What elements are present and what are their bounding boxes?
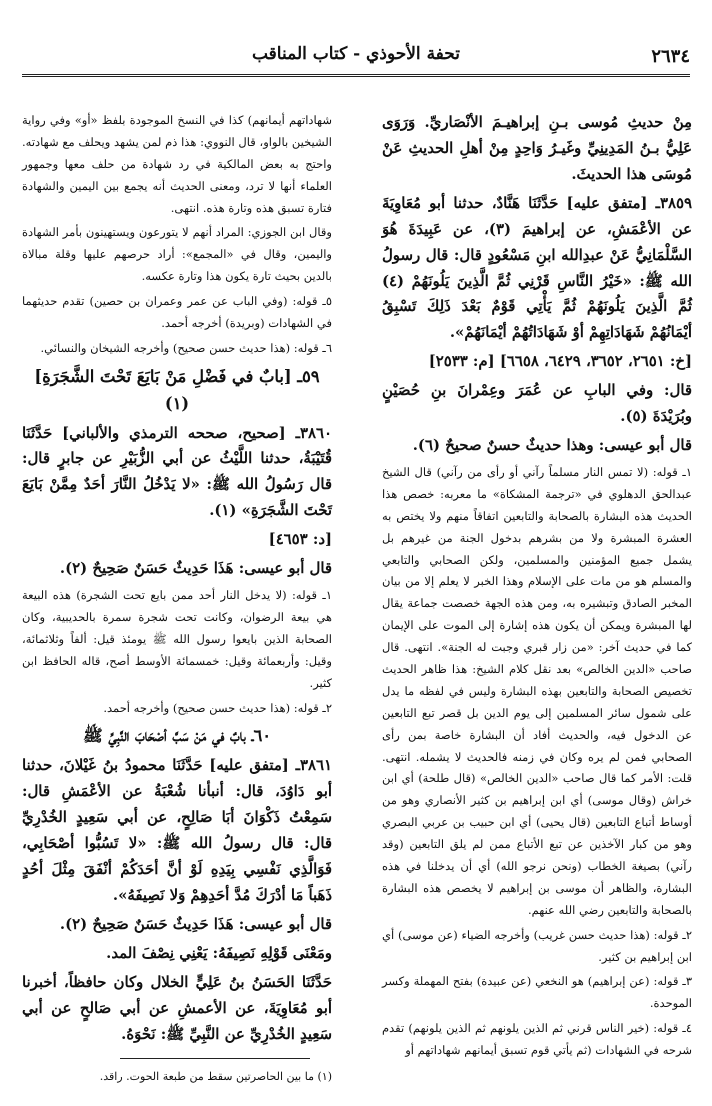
right-column-paragraph: ٣ـ قوله: (عن إبراهيم) هو النخعي (عن عبيدة) بفتح المهملة وكسر الموحدة.	[382, 974, 692, 1011]
left-column-paragraph: ٦ـ قوله: (هذا حديث حسن صحيح) وأخرجه الشيخان والنسائي.	[40, 340, 332, 355]
right-column-paragraph: قال أبو عيسى: وهذا حديثٌ حسنٌ صحيحٌ (٦).	[412, 436, 692, 455]
running-title: تحفة الأحوذي - كتاب المناقب	[251, 44, 460, 64]
left-column-paragraph: ومَعْنَى قَوْلِهِ نَصِيفَهُ: يَعْنِي نِصْفَ المد.	[106, 943, 332, 962]
left-column-paragraph: وقال ابن الجوزي: المراد أنهم لا يتورعون ويستهينون بأمر الشهادة واليمين، وقال في «المجمع»: أراد حرصهم عليها وقلة مبالاة بالدين بحيث تارة يكون هذا وتارة عكسه.	[22, 225, 332, 284]
left-column-paragraph: قال أبو عيسى: هَذَا حَدِيثٌ حَسَنٌ صَحِيحٌ (٢).	[59, 914, 332, 933]
left-column-paragraph: قال أبو عيسى: هَذَا حَدِيثٌ حَسَنٌ صَحِيحٌ (٢).	[59, 559, 332, 578]
left-column-paragraph: ٥ـ قوله: (وفي الباب عن عمر وعمران بن حصين) تقدم حديثهما في الشهادات (وبريدة) أخرجه أحمد.	[22, 294, 332, 331]
right-column-paragraph: قال: وفي البابِ عن عُمَرَ وعِمْرانَ بنِ حُصَيْنٍ وبُرَيْدَةَ (٥).	[382, 381, 692, 426]
right-column-paragraph: [خ: ٢٦٥١، ٣٦٥٢، ٦٤٢٩، ٦٦٥٨] [م: ٢٥٣٣]	[428, 352, 692, 371]
left-column-paragraph: ٥٩ـ [بابٌ في فَضْلِ مَنْ بَايَعَ تَحْتَ الشَّجَرَةِ] (١)	[34, 366, 320, 413]
page-number: ٢٦٣٤	[651, 46, 690, 67]
page-header	[22, 44, 690, 77]
left-column-paragraph: ١ـ قوله: (لا يدخل النار أحد ممن بايع تحت الشجرة) هذه البيعة هي بيعة الرضوان، وكانت تحت شجرة سمرة بالحديبية، وكان الصحابة الذين بايعوا رسول الله ﷺ يومئذ قيل: ألفاً وثلاثمائة، وقيل: وأربعمائة وقيل: خمسمائة الأوسط أصح، قاله الحافظ ابن كثير.	[22, 588, 332, 690]
right-column-paragraph: ٢ـ قوله: (هذا حديث حسن غريب) وأخرجه الضياء (عن موسى) أي ابن إبراهيم بن كثير.	[382, 927, 692, 964]
footnote: (١) ما بين الحاصرتين سقط من طبعة الحوت. راقد.	[99, 1070, 332, 1083]
left-column-paragraph: حَدَّثَنَا الحَسَنُ بنُ عَلِيٍّ الخلال وكان حافظاً، أخبرنا أبو مُعَاوِيَةَ، عن الأعمشِ عن أبي صَالحٍ عن أبي سَعِيدٍ الخُدْرِيِّ عن النَّبِيِّ ﷺ: نَحْوَهُ.	[22, 972, 332, 1043]
right-column-paragraph: ٣٨٥٩ـ [متفق عليه] حَدَّثَنَا هَنَّادٌ، حدثنا أبو مُعَاوِيَةَ عن الأعْمَشِ، عن إبراهيمَ (٣)، عن عَبِيدَةَ هُوَ السَّلْمَانِيُّ عَنْ عبدِالله ابنِ مَسْعُودٍ قال: قال رسولُ الله ﷺ: «خَيْرُ النَّاسِ قَرْنِي ثُمَّ الَّذِينَ يَلُونَهُمْ (٤) ثُمَّ الَّذِينَ يَلُونَهُمْ ثُمَّ يَأْتِي قَوْمٌ بَعْدَ ذَلِكَ تَسْبِقُ أيْمَانُهُمْ شَهَادَاتِهِمْ أوْ شَهَادَاتُهُمْ أيْمَانَهُمْ».	[382, 193, 692, 342]
footnote-rule	[120, 1058, 310, 1059]
left-column-paragraph: ٢ـ قوله: (هذا حديث حسن صحيح) وأخرجه أحمد.	[103, 700, 332, 715]
left-column-paragraph: شهاداتهم أيمانهم) كذا في النسخ الموجودة بلفظ «أو» وفي رواية الشيخين بالواو، قال النووي: هذا ذم لمن يشهد ويحلف مع شهادته. واحتج به بعض المالكية في رد شهادة من حلف معها وجمهور العلماء أنها لا ترد، ومعنى الحديث أنه يجمع بين اليمين والشهادة فتارة تسبق هذه وتارة هذه. انتهى.	[22, 113, 332, 215]
left-column-paragraph: ٣٨٦٠ـ [صحيح، صححه الترمذي والألباني] حَدَّثَنَا قُتَيْبَةُ، حدثنا اللَّيْثُ عن أبي الزُّبَيْرِ عن جابرٍ قال: قال رَسُولُ الله ﷺ: «لا يَدْخُلُ النَّارَ أحَدٌ مِمَّنْ بَايَعَ تَحْتَ الشَّجَرَةِ» (١).	[22, 423, 332, 520]
right-column-paragraph: ٤ـ قوله: (خير الناس قرني ثم الذين يلونهم ثم الذين يلونهم) تقدم شرحه في الشهادات (ثم يأتي قوم تسبق أيمانهم شهاداتهم أو	[382, 1021, 692, 1058]
right-column-paragraph: مِنْ حديثِ مُوسى بـنِ إبراهيـمَ الأنْصَاريِّ. وَرَوَى عَلِيُّ بـنُ المَدِينِيِّ وغَيـرُ وَاحِدٍ مِنْ أهلِ الحديثِ عَنْ مُوسَى هذا الحديثَ.	[382, 113, 692, 183]
left-column-paragraph: ٦٠ـ بابٌ في مَنْ سَبَّ أصْحَابَ النَّبِيِّ ﷺ	[82, 726, 272, 746]
right-column-paragraph: ١ـ قوله: (لا تمس النار مسلماً رآني أو رأى من رآني) قال الشيخ عبدالحق الدهلوي في «ترجمة المشكاة» ما معربه: خصص هذا الحديث هذه البشارة بالصحابة والتابعين اتفاقاً منهم ولا يختص به العشرة المبشرة ولا من بشرهم بدخول الجنة من غيرهم بل يشمل جميع المؤمنين والمسلمين، ولكن الصحابي والتابعي والمسلم هو من مات على الإسلام وهذا الخبر لا يعلم إلا من بيان المخبر الصادق وتبشيره به، ومن هذه الجهة خصصت جماعة يقال لها المبشرة ويمكن أن يكون هذه إشارة إلى الموت على الإيمان كما في حديث آخر: «من زار قبري وجبت له الجنة». انتهى. قال صاحب «الدين الخالص» بعد نقل كلام الشيخ: هذا ظاهر الحديث تخصيص الصحابة والتابعين بهذه البشارة وليس في لفظه ما يدل على شمول سائر المسلمين إلى يوم الدين بل قصر تبع التابعين عن الدخول فيه، والحديث أفاد أن البشارة خاصة بمن رأى الصحابي فمن لم يره وكان في زمنه فالحديث لا يشمله. انتهى. قلت: الأمر كما قال صاحب «الدين الخالص» (قال طلحة) أي ابن خراش (وقال موسى) أي ابن إبراهيم بن كثير الأنصاري وهو من أوساط أتباع التابعين (قال يحيى) أي ابن حبيب بن عربي البصري وهو من كبار الآخذين عن تبع الأتباع ممن لم يلق التابعين (وقد رآني) بصيغة الخطاب (ونحن نرجو الله) أي أن يدخلنا في هذه البشارة، والظاهر أن موسى بن إبراهيم لا يخصص هذه البشارة بالصحابة والتابعين رضي الله عنهم.	[382, 464, 692, 917]
left-column-paragraph: [د: ٤٦٥٣]	[268, 530, 332, 549]
right-column	[382, 110, 692, 1065]
left-column	[22, 110, 332, 1050]
left-column-paragraph: ٣٨٦١ـ [متفق عليه] حَدَّثَنَا محمودُ بنُ غَيْلانَ، حدثنا أبو دَاوُدَ، قال: أنبأنا شُعْبَةُ عن الأعْمَشِ قال: سَمِعْتُ ذَكْوَانَ أبَا صَالِحٍ، عن أبي سَعِيدٍ الخُدْرِيِّ قال: قال رسولُ الله ﷺ: «لا تَسُبُّوا أصْحَابِي، فَوَالَّذِي نَفْسِي بِيَدِهِ لَوْ أنَّ أحَدَكُمْ أنْفَقَ مِثْلَ أحُدٍ ذَهَباً مَا أدْرَكَ مُدَّ أحَدِهِمْ وَلا نَصِيفَهُ».	[22, 756, 332, 904]
